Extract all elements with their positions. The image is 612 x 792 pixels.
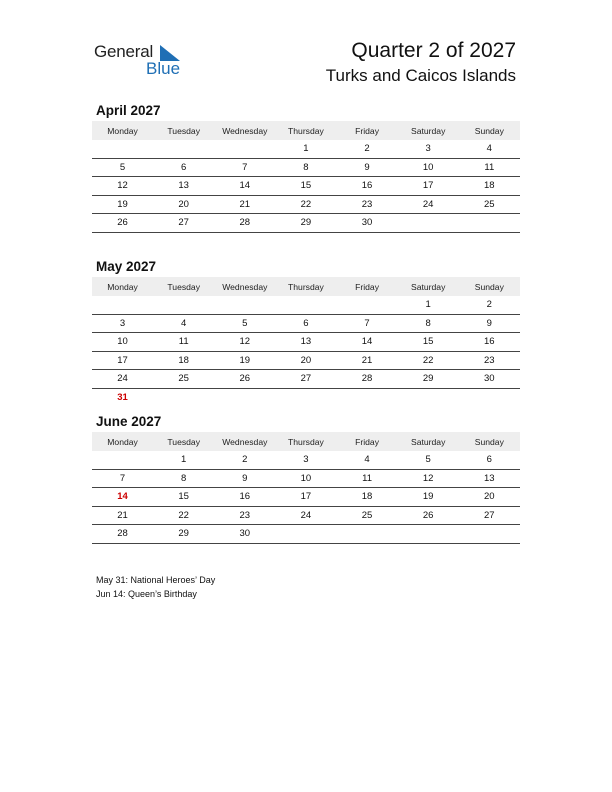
day-cell: 14 bbox=[361, 336, 373, 348]
day-cell: 30 bbox=[484, 373, 495, 385]
day-cell: 28 bbox=[239, 217, 251, 229]
logo-text-general: General bbox=[94, 42, 154, 61]
day-cell: 20 bbox=[300, 354, 312, 366]
day-cell: 4 bbox=[486, 143, 492, 155]
weekday-label: Wednesday bbox=[222, 436, 268, 447]
day-cell: 1 bbox=[425, 299, 431, 311]
day-cell: 12 bbox=[117, 180, 128, 192]
day-cell: 19 bbox=[117, 198, 128, 210]
day-cell: 13 bbox=[300, 336, 312, 348]
week-row bbox=[92, 525, 520, 544]
weekday-label: Friday bbox=[355, 125, 379, 136]
week-row bbox=[92, 470, 520, 489]
weeks-container bbox=[92, 296, 520, 406]
day-cell: 10 bbox=[422, 161, 434, 173]
week-row bbox=[92, 333, 520, 352]
day-cell: 29 bbox=[300, 217, 312, 229]
day-cell: 16 bbox=[361, 180, 373, 192]
weekday-label: Sunday bbox=[474, 125, 504, 136]
day-cell: 10 bbox=[117, 336, 128, 348]
day-cell: 23 bbox=[239, 509, 251, 521]
day-cell: 22 bbox=[178, 509, 189, 521]
day-cell: 15 bbox=[422, 336, 434, 348]
day-cell: 2 bbox=[364, 143, 370, 155]
weekday-header-row bbox=[92, 277, 520, 296]
week-row bbox=[92, 507, 520, 526]
day-cell: 18 bbox=[361, 491, 373, 503]
week-row bbox=[92, 352, 520, 371]
day-cell: 15 bbox=[300, 180, 312, 192]
day-cell: 1 bbox=[303, 143, 309, 155]
day-cell: 23 bbox=[484, 354, 495, 366]
day-cell: 22 bbox=[300, 198, 312, 210]
day-cell: 27 bbox=[484, 509, 495, 521]
day-cell: 25 bbox=[484, 198, 495, 210]
weekday-label: Thursday bbox=[288, 436, 324, 447]
day-cell: 18 bbox=[178, 354, 189, 366]
day-cell: 25 bbox=[178, 373, 189, 385]
day-cell: 7 bbox=[242, 161, 248, 173]
week-row bbox=[92, 488, 520, 507]
day-cell: 21 bbox=[239, 198, 251, 210]
day-cell: 21 bbox=[117, 509, 128, 521]
day-cell: 20 bbox=[484, 491, 495, 503]
day-cell: 19 bbox=[422, 491, 434, 503]
day-cell: 20 bbox=[178, 198, 189, 210]
weekday-label: Monday bbox=[107, 436, 138, 447]
weekday-label: Tuesday bbox=[167, 436, 201, 447]
day-cell: 29 bbox=[422, 373, 434, 385]
day-cell: 3 bbox=[303, 454, 309, 466]
day-cell: 28 bbox=[117, 528, 128, 540]
weekday-label: Friday bbox=[355, 281, 379, 292]
weekday-label: Thursday bbox=[288, 125, 324, 136]
week-row bbox=[92, 177, 520, 196]
day-cell: 11 bbox=[362, 472, 372, 484]
day-cell: 1 bbox=[181, 454, 187, 466]
day-cell: 28 bbox=[361, 373, 373, 385]
day-cell: 16 bbox=[484, 336, 495, 348]
week-row bbox=[92, 159, 520, 178]
day-cell: 26 bbox=[239, 373, 251, 385]
day-cell: 7 bbox=[119, 472, 126, 484]
day-cell: 4 bbox=[181, 317, 187, 329]
week-row bbox=[92, 315, 520, 334]
month-block-april bbox=[92, 103, 520, 233]
holiday-notes bbox=[96, 574, 215, 601]
day-cell: 10 bbox=[300, 472, 312, 484]
day-cell: 30 bbox=[361, 217, 373, 229]
day-cell: 2 bbox=[486, 299, 492, 311]
day-cell: 12 bbox=[239, 336, 251, 348]
weekday-label: Wednesday bbox=[222, 281, 268, 292]
month-block-june bbox=[92, 414, 520, 544]
day-cell: 24 bbox=[300, 509, 312, 521]
weekday-label: Monday bbox=[107, 125, 138, 136]
weeks-container bbox=[92, 140, 520, 233]
day-cell: 26 bbox=[422, 509, 434, 521]
weekday-label: Wednesday bbox=[222, 125, 268, 136]
day-cell: 6 bbox=[486, 454, 492, 466]
day-cell: 13 bbox=[484, 472, 495, 484]
day-cell: 4 bbox=[364, 454, 370, 466]
generalblue-logo bbox=[94, 42, 194, 78]
day-cell: 19 bbox=[239, 354, 251, 366]
day-cell: 17 bbox=[117, 354, 128, 366]
day-cell: 3 bbox=[119, 317, 126, 329]
day-cell: 26 bbox=[117, 217, 128, 229]
day-cell: 25 bbox=[361, 509, 373, 521]
day-cell: 9 bbox=[486, 317, 492, 329]
day-cell: 7 bbox=[364, 317, 370, 329]
holiday-note: Jun 14: Queen’s Birthday bbox=[96, 588, 197, 599]
weekday-label: Saturday bbox=[410, 436, 446, 447]
weekday-label: Tuesday bbox=[167, 125, 201, 136]
day-cell: 27 bbox=[300, 373, 312, 385]
day-cell: 5 bbox=[242, 317, 248, 329]
day-cell: 8 bbox=[425, 317, 431, 329]
day-cell: 22 bbox=[422, 354, 434, 366]
month-block-may bbox=[92, 259, 520, 406]
page-subtitle: Turks and Caicos Islands bbox=[325, 66, 516, 85]
day-cell: 8 bbox=[303, 161, 309, 173]
weekday-label: Sunday bbox=[474, 281, 504, 292]
day-cell: 24 bbox=[117, 373, 128, 385]
day-cell: 17 bbox=[422, 180, 434, 192]
weekday-label: Saturday bbox=[410, 125, 446, 136]
month-title: May 2027 bbox=[96, 259, 157, 274]
day-cell: 3 bbox=[425, 143, 431, 155]
day-cell: 9 bbox=[242, 472, 248, 484]
page-title: Quarter 2 of 2027 bbox=[351, 39, 516, 62]
day-cell: 24 bbox=[422, 198, 434, 210]
day-cell: 2 bbox=[242, 454, 248, 466]
day-cell: 21 bbox=[361, 354, 373, 366]
day-cell: 29 bbox=[178, 528, 189, 540]
weekday-label: Tuesday bbox=[167, 281, 201, 292]
day-cell: 27 bbox=[178, 217, 189, 229]
weekday-label: Thursday bbox=[288, 281, 324, 292]
day-cell: 13 bbox=[178, 180, 189, 192]
holiday-day-cell: 31 bbox=[117, 391, 128, 403]
holiday-note: May 31: National Heroes’ Day bbox=[96, 575, 216, 585]
day-cell: 11 bbox=[484, 161, 495, 173]
day-cell: 17 bbox=[300, 491, 312, 503]
day-cell: 6 bbox=[181, 161, 187, 173]
week-row bbox=[92, 214, 520, 233]
day-cell: 5 bbox=[119, 161, 126, 173]
month-title: April 2027 bbox=[96, 103, 161, 118]
day-cell: 18 bbox=[484, 180, 495, 192]
weekday-header-row bbox=[92, 121, 520, 140]
day-cell: 12 bbox=[422, 472, 434, 484]
week-row bbox=[92, 296, 520, 315]
weekday-label: Saturday bbox=[410, 281, 446, 292]
weekday-header-row bbox=[92, 432, 520, 451]
weekday-label: Friday bbox=[355, 436, 379, 447]
day-cell: 30 bbox=[239, 528, 251, 540]
day-cell: 6 bbox=[303, 317, 309, 329]
logo-text-blue: Blue bbox=[146, 59, 181, 78]
day-cell: 23 bbox=[361, 198, 373, 210]
week-row bbox=[92, 140, 520, 159]
day-cell: 8 bbox=[181, 472, 187, 484]
day-cell: 15 bbox=[178, 491, 189, 503]
day-cell: 11 bbox=[178, 336, 189, 348]
day-cell: 9 bbox=[364, 161, 370, 173]
week-row bbox=[92, 451, 520, 470]
day-cell: 14 bbox=[239, 180, 251, 192]
day-cell: 16 bbox=[239, 491, 251, 503]
week-row bbox=[92, 196, 520, 215]
holiday-day-cell: 14 bbox=[117, 491, 128, 503]
week-row bbox=[92, 389, 520, 407]
weekday-label: Monday bbox=[107, 281, 138, 292]
week-row bbox=[92, 370, 520, 389]
day-cell: 5 bbox=[425, 454, 431, 466]
weeks-container bbox=[92, 451, 520, 544]
month-title: June 2027 bbox=[96, 414, 162, 429]
weekday-label: Sunday bbox=[474, 436, 504, 447]
